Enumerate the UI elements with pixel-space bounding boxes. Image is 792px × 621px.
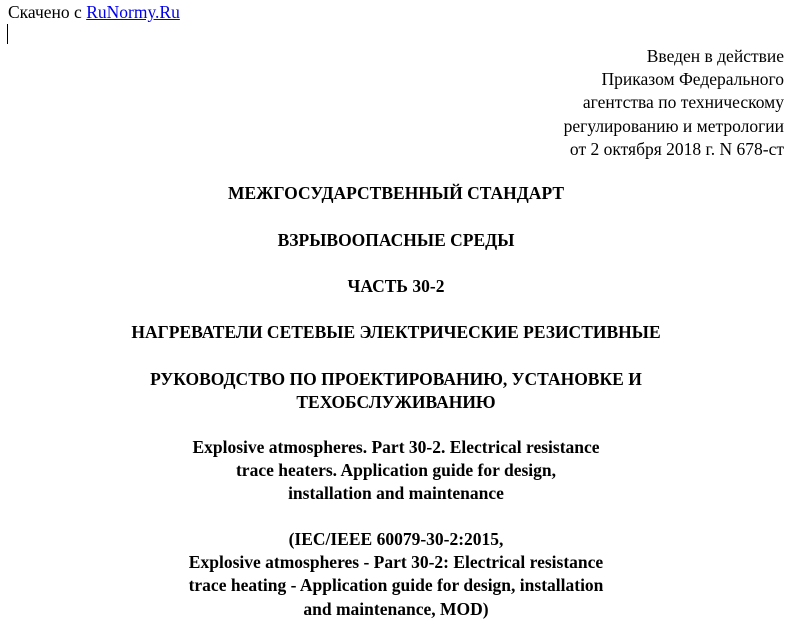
subject-heading: НАГРЕВАТЕЛИ СЕТЕВЫЕ ЭЛЕКТРИЧЕСКИЕ РЕЗИСТИВНЫЕ — [131, 322, 661, 342]
enactment-line: Введен в действие — [646, 46, 784, 66]
enactment-line: от 2 октября 2018 г. N 678-ст — [569, 138, 784, 159]
standard-type-heading: МЕЖГОСУДАРСТВЕННЫЙ СТАНДАРТ — [227, 183, 565, 203]
enactment-line: агентства по техническому — [582, 92, 784, 113]
source-line — [8, 1, 180, 23]
reference-line: trace heating - Application guide for design, installation — [188, 575, 604, 596]
guide-heading — [0, 368, 792, 414]
reference-line: Explosive atmospheres - Part 30-2: Electrical resistance — [188, 552, 604, 573]
enactment-line: Приказом Федерального — [601, 69, 784, 90]
part-heading: ЧАСТЬ 30-2 — [347, 276, 445, 296]
english-title-line: Explosive atmospheres. Part 30-2. Electrical resistance — [192, 437, 600, 457]
reference-standard — [0, 528, 792, 621]
reference-line: and maintenance, MOD) — [303, 598, 489, 619]
text-cursor — [7, 24, 8, 44]
series-heading: ВЗРЫВООПАСНЫЕ СРЕДЫ — [277, 230, 515, 250]
source-prefix: Скачено с — [8, 2, 87, 22]
source-link[interactable]: RuNormy.Ru — [86, 2, 180, 22]
guide-heading-line: ТЕХОБСЛУЖИВАНИЮ — [296, 392, 496, 413]
english-title-line: trace heaters. Application guide for design, — [235, 460, 556, 481]
reference-line: (IEC/IEEE 60079-30-2:2015, — [288, 529, 504, 549]
english-title-line: installation and maintenance — [288, 483, 504, 504]
english-title — [0, 436, 792, 506]
guide-heading-line: РУКОВОДСТВО ПО ПРОЕКТИРОВАНИЮ, УСТАНОВКЕ И — [150, 369, 642, 389]
enactment-line: регулированию и метрологии — [563, 115, 784, 136]
enactment-note — [564, 45, 784, 161]
